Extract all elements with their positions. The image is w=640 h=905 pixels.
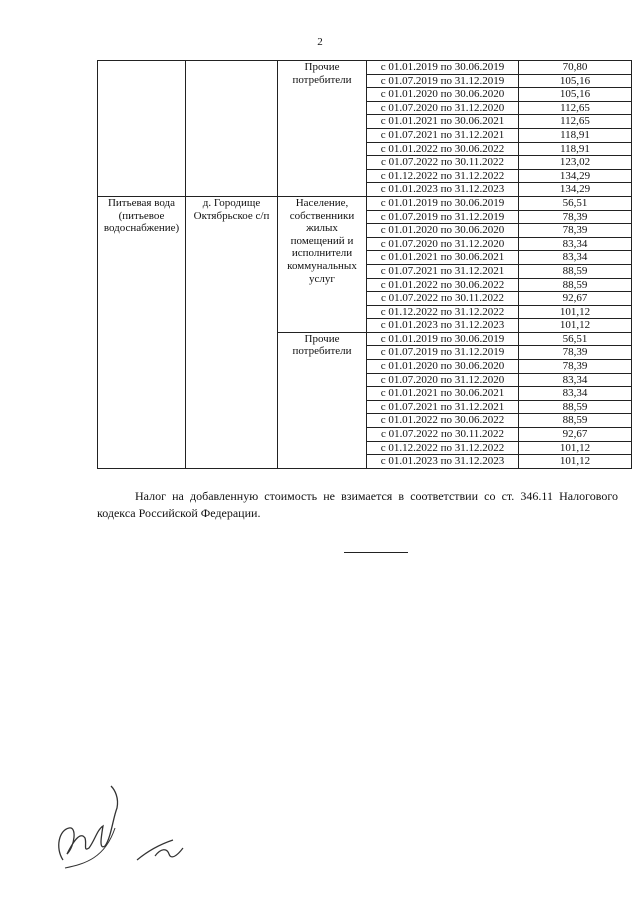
handwritten-signature	[45, 768, 195, 888]
tariff-table-body	[98, 61, 632, 469]
tariff-value-cell: 101,12	[519, 441, 632, 455]
table-row	[98, 61, 632, 75]
period-cell: с 01.12.2022 по 31.12.2022	[367, 305, 519, 319]
tariff-value-cell: 56,51	[519, 332, 632, 346]
period-cell: с 01.01.2021 по 30.06.2021	[367, 387, 519, 401]
period-cell: с 01.01.2021 по 30.06.2021	[367, 251, 519, 265]
period-cell: с 01.01.2020 по 30.06.2020	[367, 88, 519, 102]
period-cell: с 01.01.2023 по 31.12.2023	[367, 455, 519, 469]
tariff-value-cell: 88,59	[519, 278, 632, 292]
period-cell: с 01.07.2020 по 31.12.2020	[367, 101, 519, 115]
period-cell: с 01.07.2019 по 31.12.2019	[367, 210, 519, 224]
tariff-value-cell: 88,59	[519, 264, 632, 278]
period-cell: с 01.07.2022 по 30.11.2022	[367, 292, 519, 306]
tariff-value-cell: 83,34	[519, 251, 632, 265]
consumer-cell: Прочие потребители	[278, 61, 367, 197]
locality-cell-empty	[186, 61, 278, 197]
period-cell: с 01.01.2019 по 30.06.2019	[367, 332, 519, 346]
tariff-value-cell: 92,67	[519, 292, 632, 306]
period-cell: с 01.01.2019 по 30.06.2019	[367, 61, 519, 75]
period-cell: с 01.07.2019 по 31.12.2019	[367, 74, 519, 88]
tariff-value-cell: 78,39	[519, 360, 632, 374]
service-cell-empty	[98, 61, 186, 197]
period-cell: с 01.07.2021 по 31.12.2021	[367, 264, 519, 278]
tariff-value-cell: 78,39	[519, 210, 632, 224]
period-cell: с 01.12.2022 по 31.12.2022	[367, 169, 519, 183]
period-cell: с 01.07.2022 по 30.11.2022	[367, 156, 519, 170]
period-cell: с 01.07.2021 по 31.12.2021	[367, 128, 519, 142]
period-cell: с 01.12.2022 по 31.12.2022	[367, 441, 519, 455]
tariff-value-cell: 78,39	[519, 346, 632, 360]
tariff-value-cell: 134,29	[519, 183, 632, 197]
period-cell: с 01.01.2022 по 30.06.2022	[367, 142, 519, 156]
period-cell: с 01.07.2020 по 31.12.2020	[367, 373, 519, 387]
period-cell: с 01.07.2021 по 31.12.2021	[367, 400, 519, 414]
tariff-value-cell: 101,12	[519, 455, 632, 469]
tariff-value-cell: 83,34	[519, 237, 632, 251]
service-cell: Питьевая вода (питьевое водоснабжение)	[98, 196, 186, 468]
tariff-value-cell: 105,16	[519, 74, 632, 88]
tariff-value-cell: 78,39	[519, 224, 632, 238]
tariff-value-cell: 101,12	[519, 305, 632, 319]
table-row	[98, 196, 632, 210]
period-cell: с 01.01.2020 по 30.06.2020	[367, 224, 519, 238]
locality-cell: д. Городище Октябрьское с/п	[186, 196, 278, 468]
vat-note: Налог на добавленную стоимость не взимается в соответствии со ст. 346.11 Налогового кодекса Российской Федерации.	[97, 489, 618, 520]
period-cell: с 01.07.2022 по 30.11.2022	[367, 428, 519, 442]
period-cell: с 01.01.2023 по 31.12.2023	[367, 183, 519, 197]
period-cell: с 01.01.2023 по 31.12.2023	[367, 319, 519, 333]
period-cell: с 01.01.2022 по 30.06.2022	[367, 414, 519, 428]
period-cell: с 01.01.2019 по 30.06.2019	[367, 196, 519, 210]
tariff-value-cell: 92,67	[519, 428, 632, 442]
period-cell: с 01.07.2019 по 31.12.2019	[367, 346, 519, 360]
period-cell: с 01.01.2021 по 30.06.2021	[367, 115, 519, 129]
tariff-value-cell: 123,02	[519, 156, 632, 170]
consumer-cell: Прочие потребители	[278, 332, 367, 468]
tariff-value-cell: 112,65	[519, 101, 632, 115]
tariff-value-cell: 83,34	[519, 373, 632, 387]
period-cell: с 01.07.2020 по 31.12.2020	[367, 237, 519, 251]
tariff-value-cell: 88,59	[519, 400, 632, 414]
tariff-value-cell: 88,59	[519, 414, 632, 428]
page-number: 2	[317, 36, 323, 48]
tariff-value-cell: 118,91	[519, 128, 632, 142]
tariff-value-cell: 56,51	[519, 196, 632, 210]
period-cell: с 01.01.2020 по 30.06.2020	[367, 360, 519, 374]
tariff-table	[97, 60, 632, 469]
tariff-value-cell: 70,80	[519, 61, 632, 75]
tariff-value-cell: 105,16	[519, 88, 632, 102]
tariff-value-cell: 112,65	[519, 115, 632, 129]
tariff-value-cell: 83,34	[519, 387, 632, 401]
tariff-value-cell: 134,29	[519, 169, 632, 183]
tariff-value-cell: 118,91	[519, 142, 632, 156]
consumer-cell: Население, собственники жилых помещений и исполнители коммунальных услуг	[278, 196, 367, 332]
tariff-value-cell: 101,12	[519, 319, 632, 333]
period-cell: с 01.01.2022 по 30.06.2022	[367, 278, 519, 292]
end-rule	[344, 552, 408, 553]
